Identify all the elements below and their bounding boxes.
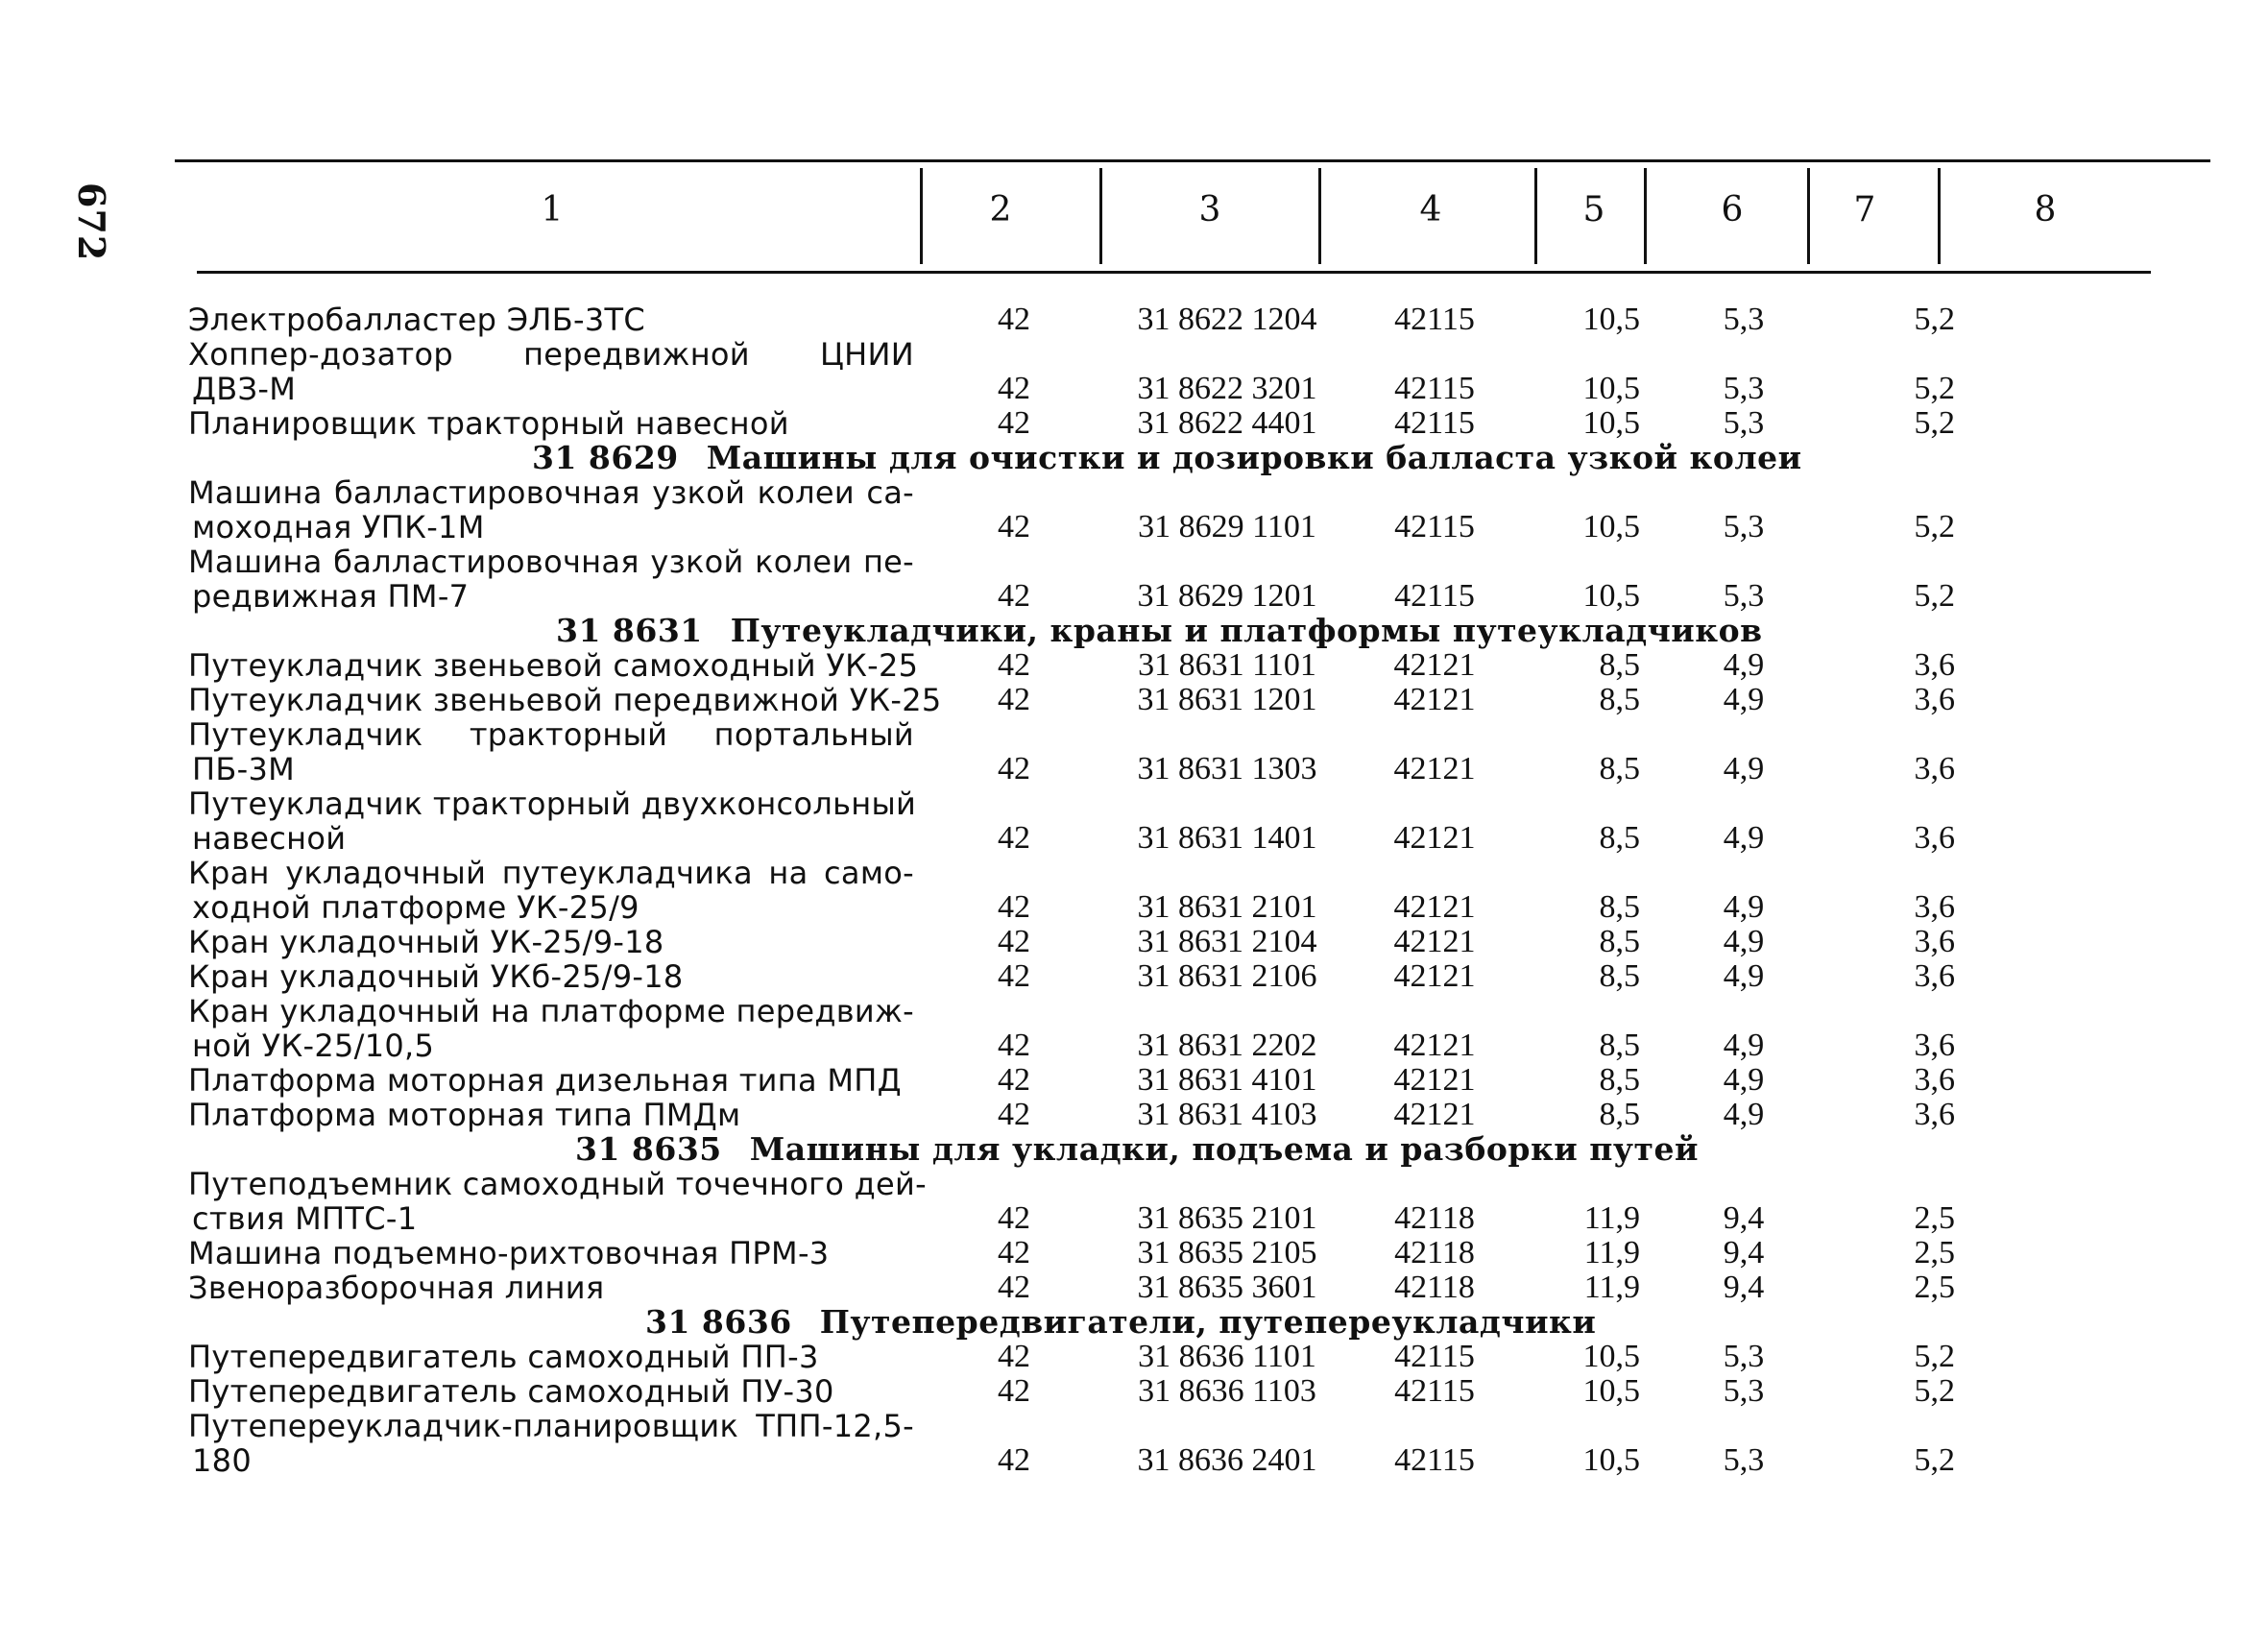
item-name: Звеноразборочная линия bbox=[188, 1270, 605, 1306]
cell-c2: 42 bbox=[998, 302, 1030, 337]
cell-c5: 10,5 bbox=[1582, 371, 1640, 406]
item-name: моходная УПК-1М bbox=[192, 509, 485, 545]
cell-c2: 42 bbox=[998, 889, 1030, 925]
cell-c4: 42121 bbox=[1393, 682, 1476, 717]
item-name: Электробалластер ЭЛБ-3ТС bbox=[188, 302, 645, 338]
cell-c7: 3,6 bbox=[1914, 889, 1955, 925]
cell-c6: 4,9 bbox=[1723, 1062, 1765, 1098]
table-row-continuation bbox=[188, 372, 2205, 406]
cell-c6: 4,9 bbox=[1723, 1097, 1765, 1132]
cell-c4: 42121 bbox=[1393, 1028, 1476, 1063]
table-row-continuation bbox=[188, 821, 2205, 856]
cell-c5: 10,5 bbox=[1582, 302, 1640, 337]
cell-c7: 3,6 bbox=[1914, 1097, 1955, 1132]
cell-c6: 4,9 bbox=[1723, 647, 1765, 683]
item-name: Путеподъемник самоходный точечного дей- bbox=[188, 1166, 927, 1202]
cell-c5: 10,5 bbox=[1582, 509, 1640, 544]
cell-c5: 8,5 bbox=[1599, 751, 1640, 786]
item-name: Планировщик тракторный навесной bbox=[188, 405, 789, 442]
cell-c4: 42115 bbox=[1394, 578, 1475, 614]
cell-c3: 31 8622 1204 bbox=[1137, 302, 1317, 337]
cell-c3: 31 8635 2105 bbox=[1137, 1235, 1317, 1270]
cell-c3: 31 8631 2104 bbox=[1137, 924, 1317, 959]
cell-c3: 31 8631 4103 bbox=[1137, 1097, 1317, 1132]
cell-c4: 42118 bbox=[1394, 1200, 1475, 1236]
cell-c7: 3,6 bbox=[1914, 924, 1955, 959]
cell-c2: 42 bbox=[998, 1373, 1030, 1409]
item-name: ходной платформе УК-25/9 bbox=[192, 889, 639, 926]
cell-c7: 2,5 bbox=[1914, 1235, 1955, 1270]
cell-c6: 9,4 bbox=[1723, 1235, 1765, 1270]
cell-c5: 8,5 bbox=[1599, 1028, 1640, 1063]
table-row-continuation bbox=[188, 752, 2205, 786]
cell-c2: 42 bbox=[998, 1028, 1030, 1063]
cell-c7: 2,5 bbox=[1914, 1270, 1955, 1305]
cell-c2: 42 bbox=[998, 647, 1030, 683]
cell-c3: 31 8635 2101 bbox=[1137, 1200, 1317, 1236]
cell-c5: 8,5 bbox=[1599, 924, 1640, 959]
section-title: Путепередвигатели, путепереукладчики bbox=[819, 1303, 1597, 1341]
cell-c6: 9,4 bbox=[1723, 1270, 1765, 1305]
section-title: Машины для укладки, подъема и разборки путей bbox=[749, 1130, 1699, 1168]
cell-c7: 5,2 bbox=[1914, 578, 1955, 614]
cell-c6: 5,3 bbox=[1723, 405, 1765, 441]
item-name: Путепередвигатель самоходный ПУ-30 bbox=[188, 1373, 834, 1410]
cell-c4: 42115 bbox=[1394, 1442, 1475, 1478]
section-spacer bbox=[679, 439, 707, 476]
cell-c3: 31 8635 3601 bbox=[1137, 1270, 1317, 1305]
cell-c5: 10,5 bbox=[1582, 1442, 1640, 1478]
cell-c6: 4,9 bbox=[1723, 820, 1765, 856]
item-name: ной УК-25/10,5 bbox=[192, 1028, 435, 1064]
table-row bbox=[188, 959, 2205, 994]
cell-c7: 5,2 bbox=[1914, 405, 1955, 441]
cell-c4: 42115 bbox=[1394, 1373, 1475, 1409]
cell-c7: 5,2 bbox=[1914, 302, 1955, 337]
item-name: ПБ-3М bbox=[192, 751, 296, 787]
table-row-continuation bbox=[188, 1028, 2205, 1063]
cell-c5: 8,5 bbox=[1599, 682, 1640, 717]
cell-c2: 42 bbox=[998, 958, 1030, 994]
cell-c7: 3,6 bbox=[1914, 1062, 1955, 1098]
cell-c3: 31 8622 4401 bbox=[1137, 405, 1317, 441]
column-divider bbox=[1318, 168, 1321, 264]
item-name: 180 bbox=[192, 1442, 252, 1479]
cell-c7: 5,2 bbox=[1914, 1442, 1955, 1478]
cell-c2: 42 bbox=[998, 820, 1030, 856]
cell-c4: 42121 bbox=[1393, 958, 1476, 994]
section-heading bbox=[188, 614, 2205, 648]
column-header-2: 2 bbox=[989, 190, 1012, 230]
table-row bbox=[188, 302, 2205, 337]
column-header-6: 6 bbox=[1721, 190, 1744, 230]
section-code: 31 8635 bbox=[575, 1130, 722, 1168]
item-name: Машина балластировочная узкой колеи са- bbox=[188, 474, 914, 511]
page-number: 672 bbox=[70, 182, 113, 262]
cell-c4: 42115 bbox=[1394, 509, 1475, 544]
cell-c6: 9,4 bbox=[1723, 1200, 1765, 1236]
cell-c7: 5,2 bbox=[1914, 1373, 1955, 1409]
cell-c5: 10,5 bbox=[1582, 1373, 1640, 1409]
table-body bbox=[188, 302, 2205, 1478]
column-header-5: 5 bbox=[1582, 190, 1605, 230]
cell-c5: 10,5 bbox=[1582, 578, 1640, 614]
table-row-continuation bbox=[188, 579, 2205, 614]
cell-c7: 5,2 bbox=[1914, 509, 1955, 544]
cell-c4: 42115 bbox=[1394, 371, 1475, 406]
cell-c6: 5,3 bbox=[1723, 1442, 1765, 1478]
cell-c3: 31 8622 3201 bbox=[1137, 371, 1317, 406]
item-name: Машина подъемно-рихтовочная ПРМ-3 bbox=[188, 1235, 830, 1271]
cell-c7: 3,6 bbox=[1914, 958, 1955, 994]
cell-c4: 42121 bbox=[1393, 751, 1476, 786]
cell-c2: 42 bbox=[998, 1442, 1030, 1478]
cell-c3: 31 8631 2106 bbox=[1137, 958, 1317, 994]
cell-c4: 42121 bbox=[1393, 924, 1476, 959]
cell-c5: 11,9 bbox=[1583, 1270, 1640, 1305]
cell-c4: 42115 bbox=[1394, 405, 1475, 441]
cell-c4: 42118 bbox=[1394, 1270, 1475, 1305]
table-row bbox=[188, 1340, 2205, 1374]
cell-c2: 42 bbox=[998, 578, 1030, 614]
table-row bbox=[188, 1270, 2205, 1305]
section-heading bbox=[188, 1305, 2205, 1340]
table-row-continuation bbox=[188, 1201, 2205, 1236]
item-name: Путепередвигатель самоходный ПП-3 bbox=[188, 1339, 819, 1375]
table-row-continuation bbox=[188, 510, 2205, 544]
cell-c6: 5,3 bbox=[1723, 578, 1765, 614]
cell-c7: 5,2 bbox=[1914, 1339, 1955, 1374]
cell-c5: 11,9 bbox=[1583, 1235, 1640, 1270]
cell-c5: 10,5 bbox=[1582, 405, 1640, 441]
table-row-continuation bbox=[188, 1443, 2205, 1478]
column-divider bbox=[1534, 168, 1537, 264]
cell-c3: 31 8631 2101 bbox=[1137, 889, 1317, 925]
cell-c3: 31 8631 1303 bbox=[1137, 751, 1317, 786]
cell-c3: 31 8631 2202 bbox=[1137, 1028, 1317, 1063]
cell-c2: 42 bbox=[998, 1200, 1030, 1236]
cell-c6: 5,3 bbox=[1723, 509, 1765, 544]
table-row bbox=[188, 544, 2205, 579]
cell-c6: 5,3 bbox=[1723, 1373, 1765, 1409]
cell-c6: 4,9 bbox=[1723, 958, 1765, 994]
item-name: Хоппер-дозатор передвижной ЦНИИ bbox=[188, 336, 914, 373]
cell-c2: 42 bbox=[998, 509, 1030, 544]
column-header-4: 4 bbox=[1419, 190, 1442, 230]
column-header-3: 3 bbox=[1198, 190, 1221, 230]
cell-c6: 4,9 bbox=[1723, 924, 1765, 959]
cell-c5: 8,5 bbox=[1599, 1062, 1640, 1098]
table-top-rule bbox=[175, 159, 2210, 162]
cell-c3: 31 8629 1201 bbox=[1137, 578, 1317, 614]
table-row bbox=[188, 786, 2205, 821]
cell-c2: 42 bbox=[998, 924, 1030, 959]
cell-c3: 31 8631 1201 bbox=[1137, 682, 1317, 717]
cell-c5: 8,5 bbox=[1599, 1097, 1640, 1132]
table-row bbox=[188, 717, 2205, 752]
cell-c6: 4,9 bbox=[1723, 682, 1765, 717]
table-row bbox=[188, 406, 2205, 441]
item-name: Кран укладочный путеукладчика на само- bbox=[188, 855, 914, 891]
cell-c7: 3,6 bbox=[1914, 1028, 1955, 1063]
cell-c2: 42 bbox=[998, 682, 1030, 717]
section-spacer bbox=[722, 1130, 750, 1168]
cell-c7: 2,5 bbox=[1914, 1200, 1955, 1236]
cell-c3: 31 8631 1401 bbox=[1137, 820, 1317, 856]
table-header-bottom-rule bbox=[197, 271, 2151, 274]
item-name: Кран укладочный на платформе передвиж- bbox=[188, 993, 914, 1029]
cell-c2: 42 bbox=[998, 371, 1030, 406]
item-name: Путеукладчик звеньевой самоходный УК-25 bbox=[188, 647, 919, 684]
cell-c6: 5,3 bbox=[1723, 371, 1765, 406]
table-row bbox=[188, 925, 2205, 959]
cell-c4: 42121 bbox=[1393, 647, 1476, 683]
column-header-7: 7 bbox=[1853, 190, 1876, 230]
table-row bbox=[188, 1374, 2205, 1409]
cell-c4: 42115 bbox=[1394, 302, 1475, 337]
item-name: навесной bbox=[192, 820, 347, 857]
cell-c2: 42 bbox=[998, 1339, 1030, 1374]
table-row bbox=[188, 475, 2205, 510]
cell-c3: 31 8631 4101 bbox=[1137, 1062, 1317, 1098]
cell-c6: 4,9 bbox=[1723, 751, 1765, 786]
section-spacer bbox=[703, 612, 731, 649]
section-title: Машины для очистки и дозировки балласта узкой колеи bbox=[706, 439, 1802, 476]
cell-c5: 8,5 bbox=[1599, 647, 1640, 683]
cell-c7: 3,6 bbox=[1914, 682, 1955, 717]
section-code: 31 8629 bbox=[532, 439, 679, 476]
column-divider bbox=[1644, 168, 1647, 264]
cell-c7: 5,2 bbox=[1914, 371, 1955, 406]
table-row bbox=[188, 1236, 2205, 1270]
cell-c6: 4,9 bbox=[1723, 889, 1765, 925]
column-header-8: 8 bbox=[2034, 190, 2057, 230]
table-row bbox=[188, 683, 2205, 717]
section-title: Путеукладчики, краны и платформы путеукладчиков bbox=[730, 612, 1763, 649]
cell-c3: 31 8631 1101 bbox=[1138, 647, 1316, 683]
cell-c3: 31 8636 2401 bbox=[1137, 1442, 1317, 1478]
table-row bbox=[188, 856, 2205, 890]
cell-c6: 4,9 bbox=[1723, 1028, 1765, 1063]
item-name: Путеукладчик звеньевой передвижной УК-25 bbox=[188, 682, 942, 718]
cell-c6: 5,3 bbox=[1723, 1339, 1765, 1374]
cell-c7: 3,6 bbox=[1914, 647, 1955, 683]
table-row bbox=[188, 1409, 2205, 1443]
cell-c3: 31 8636 1103 bbox=[1138, 1373, 1316, 1409]
item-name: Путепереукладчик-планировщик ТПП-12,5- bbox=[188, 1408, 914, 1444]
column-divider bbox=[1807, 168, 1810, 264]
cell-c2: 42 bbox=[998, 405, 1030, 441]
cell-c5: 11,9 bbox=[1583, 1200, 1640, 1236]
cell-c4: 42118 bbox=[1394, 1235, 1475, 1270]
item-name: редвижная ПМ-7 bbox=[192, 578, 470, 615]
item-name: ствия МПТС-1 bbox=[192, 1200, 418, 1237]
cell-c3: 31 8629 1101 bbox=[1138, 509, 1316, 544]
column-divider bbox=[1938, 168, 1941, 264]
cell-c4: 42115 bbox=[1394, 1339, 1475, 1374]
item-name: ДВЗ-М bbox=[192, 371, 297, 407]
item-name: Кран укладочный УК-25/9-18 bbox=[188, 924, 664, 960]
table-row-continuation bbox=[188, 890, 2205, 925]
cell-c4: 42121 bbox=[1393, 820, 1476, 856]
section-code: 31 8636 bbox=[645, 1303, 792, 1341]
cell-c6: 5,3 bbox=[1723, 302, 1765, 337]
column-header-1: 1 bbox=[541, 190, 564, 230]
item-name: Платформа моторная дизельная типа МПД bbox=[188, 1062, 902, 1099]
table-row bbox=[188, 1098, 2205, 1132]
item-name: Платформа моторная типа ПМДм bbox=[188, 1097, 741, 1133]
cell-c2: 42 bbox=[998, 1097, 1030, 1132]
column-divider bbox=[1099, 168, 1102, 264]
item-name: Кран укладочный УКб-25/9-18 bbox=[188, 958, 684, 995]
section-heading bbox=[188, 1132, 2205, 1167]
cell-c4: 42121 bbox=[1393, 1062, 1476, 1098]
cell-c5: 8,5 bbox=[1599, 889, 1640, 925]
section-code: 31 8631 bbox=[556, 612, 703, 649]
item-name: Машина балластировочная узкой колеи пе- bbox=[188, 544, 914, 580]
cell-c3: 31 8636 1101 bbox=[1138, 1339, 1316, 1374]
cell-c5: 8,5 bbox=[1599, 958, 1640, 994]
table-row bbox=[188, 1063, 2205, 1098]
cell-c4: 42121 bbox=[1393, 1097, 1476, 1132]
cell-c2: 42 bbox=[998, 1062, 1030, 1098]
section-spacer bbox=[792, 1303, 820, 1341]
cell-c4: 42121 bbox=[1393, 889, 1476, 925]
table-row bbox=[188, 994, 2205, 1028]
item-name: Путеукладчик тракторный портальный bbox=[188, 716, 914, 753]
cell-c7: 3,6 bbox=[1914, 820, 1955, 856]
table-row bbox=[188, 648, 2205, 683]
section-heading bbox=[188, 441, 2205, 475]
cell-c7: 3,6 bbox=[1914, 751, 1955, 786]
table-row bbox=[188, 1167, 2205, 1201]
cell-c2: 42 bbox=[998, 1235, 1030, 1270]
cell-c5: 10,5 bbox=[1582, 1339, 1640, 1374]
cell-c2: 42 bbox=[998, 751, 1030, 786]
cell-c2: 42 bbox=[998, 1270, 1030, 1305]
table-row bbox=[188, 337, 2205, 372]
cell-c5: 8,5 bbox=[1599, 820, 1640, 856]
item-name: Путеукладчик тракторный двухконсольный bbox=[188, 786, 917, 822]
column-divider bbox=[920, 168, 923, 264]
